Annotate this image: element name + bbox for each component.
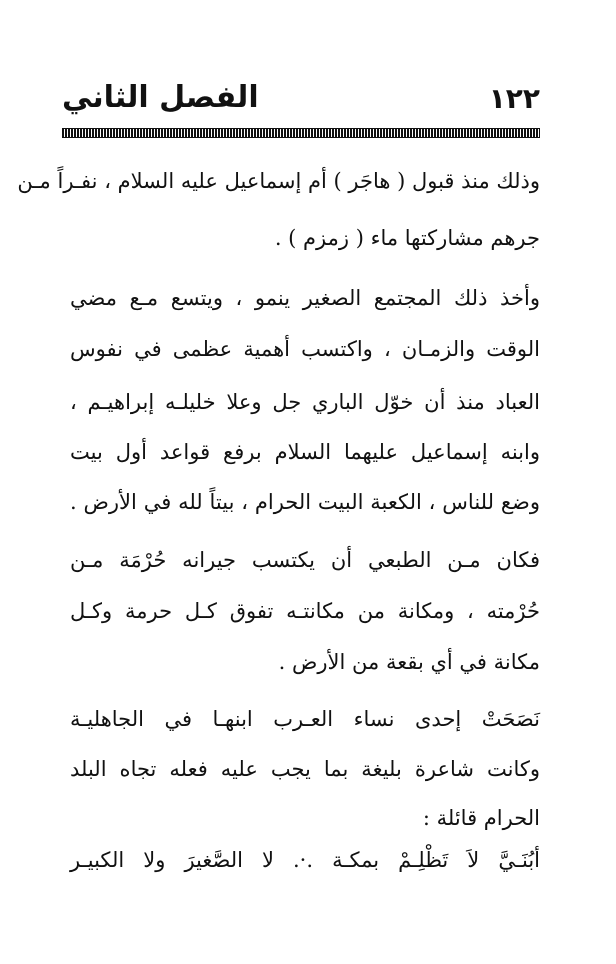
text-line: وذلك منذ قبول ( هاجَر ) أم إسماعيل عليه السلام ، نفـراً مـن	[17, 169, 540, 193]
page-number: ١٢٢	[488, 82, 540, 115]
text-line: الوقت والزمـان ، واكتسب أهمية عظمى في نفوس	[70, 337, 540, 361]
text-line: وابنه إسماعيل عليهما السلام برفع قواعد أول بيت	[70, 440, 540, 464]
text-line: نَصَحَتْ إحدى نساء العـرب ابنهـا في الجاهليـة	[70, 707, 540, 731]
text-line: العباد منذ أن خوّل الباري جل وعلا خليلـه إبراهيـم ،	[70, 390, 540, 414]
header-rule	[62, 128, 540, 138]
text-line: وضع للناس ، الكعبة البيت الحرام ، بيتاً لله في الأرض .	[70, 490, 541, 514]
poem-verse: أبُنَـيَّ لاَ تَظْلِـمْ بمكـة .·. لا الصَّغيرَ ولا الكبيـر	[70, 848, 540, 872]
text-line: وكانت شاعرة بليغة بما يجب عليه فعله تجاه البلد	[70, 757, 540, 781]
text-line: الحرام قائلة :	[422, 806, 540, 830]
text-line: فكان مـن الطبعي أن يكتسب جيرانه حُرْمَة مـن	[70, 548, 540, 572]
text-line: مكانة في أي بقعة من الأرض .	[278, 650, 540, 674]
page-header	[62, 78, 540, 134]
text-line: جرهم مشاركتها ماء ( زمزم ) .	[274, 226, 540, 250]
chapter-title: الفصل الثاني	[62, 80, 259, 115]
text-line: وأخذ ذلك المجتمع الصغير ينمو ، ويتسع مـع مضي	[70, 286, 540, 310]
text-line: حُرْمته ، ومكانة من مكانتـه تفوق كـل حرمة وكـل	[70, 599, 540, 623]
